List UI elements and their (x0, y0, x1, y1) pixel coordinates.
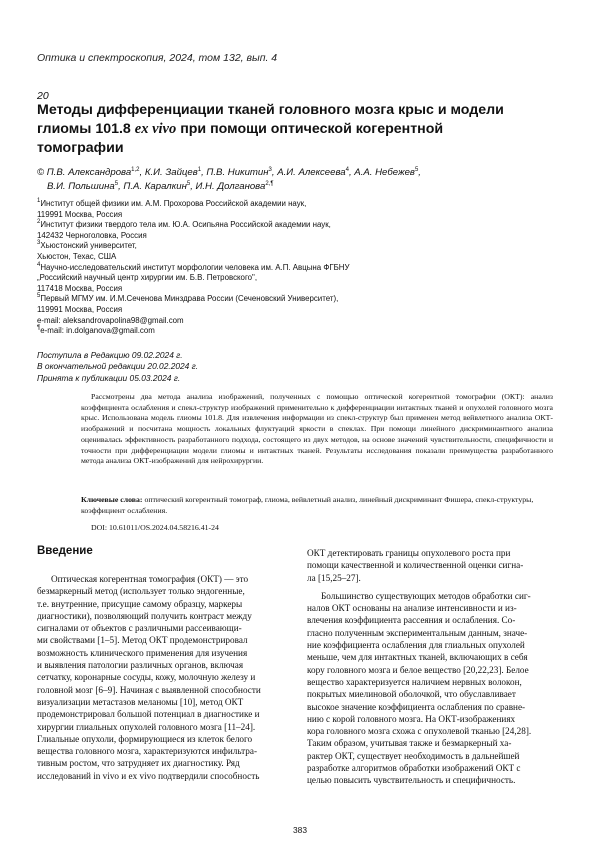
body-line: ние коэффициента ослабления для глиальных опухолей (307, 640, 525, 651)
page-number: 383 (293, 825, 307, 835)
body-line: диагностики), позволяющий получить контраст между (37, 610, 252, 621)
affiliation-line: $^4$Научно-исследовательский институт морфологии человека им. А.П. Авцына ФГБНУ (37, 261, 350, 272)
body-line: гласно полученным экспериментальным данным, значе- (307, 627, 528, 638)
body-line: рактер ОКТ, существует необходимость в дальнейшей (307, 750, 520, 761)
body-line: сигналами от объектов с различными рассеивающи- (37, 623, 242, 634)
running-head: Оптика и спектроскопия, 2024, том 132, вып. 4 (37, 52, 278, 64)
title-line-3: томографии (37, 140, 124, 156)
email-corresponding-author: ¶e-mail: in.dolganova@gmail.com (37, 325, 155, 336)
affiliation-line: 117418 Москва, Россия (37, 283, 123, 293)
section-heading-introduction: Введение (37, 545, 93, 557)
affiliation-line: $^2$Институт физики твердого тела им. Ю.А. Осипьяна Российской академии наук, (37, 219, 331, 230)
body-line: Оптическая когерентная томография (ОКТ) — это (51, 574, 249, 584)
body-line: помощи качественной и количественной оценки сигна- (307, 560, 524, 571)
body-line: вещество характеризуется наличием нервных волокон, (307, 676, 522, 687)
body-line: налов ОКТ основаны на анализе интенсивности и из- (307, 603, 517, 614)
body-line: ми свойствами [1–5]. Метод ОКТ продемонстрировал (37, 635, 248, 646)
body-line: безмаркерный метод (использует только эндогенные, (37, 586, 245, 597)
doi: DOI: 10.61011/OS.2024.04.58216.41-24 (91, 523, 219, 532)
body-line: тивным ростом, что затрудняет их диагностику. Ряд (37, 758, 240, 769)
date-revised: В окончательной редакции 20.02.2024 г. (37, 361, 199, 372)
title-line-1: Методы дифференциации тканей головного мозга крыс и модели (37, 102, 504, 118)
affiliation-line: 142432 Черноголовка, Россия (37, 230, 147, 240)
body-line: кору головного мозга и белое вещество [20,22,23]. Белое (307, 664, 529, 675)
author-list (37, 166, 567, 193)
body-line: Таким образом, учитывая также и безмаркерный ха- (307, 738, 512, 749)
body-line: разработке алгоритмов обработки изображений ОКТ с (307, 763, 521, 774)
affiliations (37, 199, 557, 337)
body-line: вещества головного мозга, характеризуются инфильтра- (37, 746, 258, 757)
body-line: хирургии глиальных опухолей головного мозга [11–24]. (37, 721, 256, 732)
affiliation-line: 119991 Москва, Россия (37, 209, 123, 219)
body-line: исследований in vivo и ex vivo подтвердили способность (37, 770, 260, 781)
body-line: кора головного мозга схожа с опухолевой тканью [24,28]. (307, 726, 532, 737)
body-line: продемонстрировал большой потенциал в диагностике и (37, 709, 260, 720)
body-line: влечения коэффициента рассеяния и ослабления. Со- (307, 615, 516, 626)
body-column-left (37, 573, 291, 782)
body-line: ОКТ детектировать границы опухолевого роста при (307, 548, 511, 558)
title-line-2: глиомы 101.8 ex vivo при помощи оптической когерентной (37, 121, 444, 137)
email-first-author: e-mail: aleksandrovapolina98@gmail.com (37, 315, 184, 325)
body-line: Глиальные опухоли, формирующиеся из клеток белого (37, 733, 253, 744)
author-line-2: В.И. Польшина$^5$, П.А. Каралкин$^5$, И.Н. Долганова$^{2,\P}$ (47, 180, 274, 192)
body-line: ла [15,25–27]. (307, 572, 361, 583)
body-line: Большинство существующих методов обработки сиг- (321, 590, 531, 601)
body-line: меньше, чем для интактных тканей, включающих в себя (307, 652, 528, 663)
keywords-label: Ключевые слова: (81, 495, 143, 504)
section-number: 20 (37, 90, 49, 102)
body-line: и выявления патологии различных органов, включая (37, 660, 244, 671)
body-column-right (307, 547, 562, 787)
affiliation-line: $^1$Институт общей физики им. А.М. Прохорова Российской академии наук, (37, 198, 307, 208)
body-line: сетчатку, коронарные сосуды, кожу, молочную железу и (37, 672, 256, 683)
affiliation-line: $^3$Хьюстонский университет, (37, 240, 137, 251)
affiliation-line: „Российский научный центр хирургии им. Б.В. Петровского", (37, 273, 258, 283)
body-line: высокое значение коэффициента ослабления по сравне- (307, 701, 526, 712)
body-line: т.е. внутренние, присущие самому образцу, маркеры (37, 598, 243, 609)
body-line: визуализации метастазов меланомы [10], метод ОКТ (37, 696, 244, 707)
date-accepted: Принята к публикации 05.03.2024 г. (37, 372, 181, 383)
affiliation-line: Хьюстон, Техас, США (37, 251, 117, 261)
affiliation-line: $^5$Первый МГМУ им. И.М.Сеченова Минздрава России (Сеченовский Университет), (37, 293, 339, 304)
date-received: Поступила в Редакцию 09.02.2024 г. (37, 350, 183, 360)
body-line: целью повысить чувствительность и специфичность. (307, 775, 516, 786)
body-line: возможность клинического применения для изучения (37, 647, 248, 658)
body-line: покрытых миелиновой оболочкой, что обуславливает (307, 689, 516, 700)
article-dates (37, 350, 198, 384)
keywords (81, 495, 553, 516)
body-line: головной мозг [6–9]. Начиная с выявленной способности (37, 684, 261, 695)
abstract: Рассмотрены два метода анализа изображений, полученных с помощью оптической когерентной томографии (ОКТ): анализ коэффициента ослабления и спекл-структур изображений применительно к дифференциации интактных тканей и опухолей головного мозга крыс. Использована модель глиомы 101.8. Для извлечения информации из спекл-структур был применен метод вейвлетного анализа ОКТ-изображений и посчитана мощность локальных флуктуаций яркости в спеклах. При помощи линейного дискриминантного анализа оценивалась эффективность разработанного подхода, состоящего из двух методов, на основе значений чувствительности, специфичности и точности при дифференциации модели глиомы и интактных тканей. Результаты исследования показали преимущества разработанного метода анализа ОКТ-изображений для нейрохирургии. (81, 392, 553, 466)
author-line-1: © П.В. Александрова$^{1,2}$, К.И. Зайцев$^1$, П.В. Никитин$^3$, А.И. Алексеева$^4$, А.А. Небежев$^5$, (37, 167, 421, 178)
keywords-text: оптический когерентный томограф, глиома, вейвлетный анализ, линейный дискриминант Фишера, спекл-структуры, коэффициент ослабления. (81, 495, 534, 515)
affiliation-line: 119991 Москва, Россия (37, 304, 123, 314)
article-title (37, 101, 567, 158)
body-line: нию с корой головного мозга. На ОКТ-изображениях (307, 713, 516, 724)
